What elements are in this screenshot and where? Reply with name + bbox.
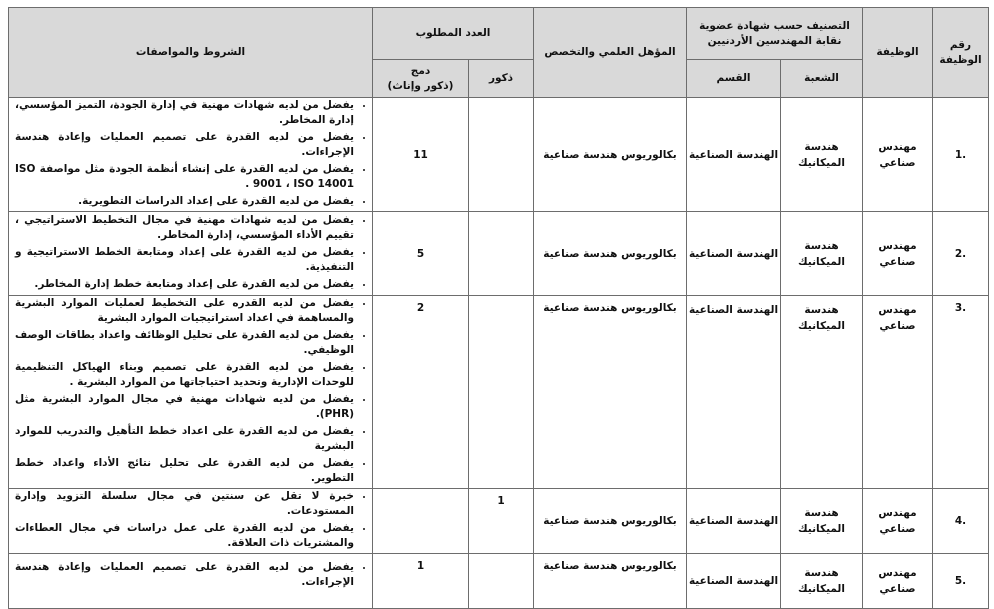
mixed-count: 5 xyxy=(373,212,469,296)
job-title: مهندس صناعي xyxy=(863,296,933,489)
males-count xyxy=(469,98,534,212)
conditions-cell xyxy=(9,554,373,609)
header-job: الوظيفة xyxy=(863,8,933,98)
conditions-cell xyxy=(9,489,373,554)
qualification-cell: بكالوريوس هندسة صناعية xyxy=(534,554,687,609)
conditions-cell xyxy=(9,296,373,489)
condition-item: • خبرة لا تقل عن سنتين في مجال سلسلة التزويد وإدارة المستودعات. xyxy=(15,489,354,519)
division-cell: هندسة الميكانيك xyxy=(781,554,863,609)
division-cell: هندسة الميكانيك xyxy=(781,212,863,296)
job-title: مهندس صناعي xyxy=(863,98,933,212)
males-count xyxy=(469,554,534,609)
condition-item: • يفضل من لديه القدرة على عمل دراسات في مجال العطاءات والمشتريات ذات العلاقة. xyxy=(15,521,354,551)
mixed-count: 11 xyxy=(373,98,469,212)
qualification-cell: بكالوريوس هندسة صناعية xyxy=(534,212,687,296)
row-number: .5 xyxy=(933,554,989,609)
condition-item: • يفضل من لديه القدرة على اعداد خطط التأهيل والتدريب للموارد البشرية xyxy=(15,424,354,454)
header-division: الشعبة xyxy=(781,60,863,98)
department-cell: الهندسة الصناعية xyxy=(687,489,781,554)
row-number: .4 xyxy=(933,489,989,554)
jobs-table xyxy=(8,7,989,609)
qualification-cell: بكالوريوس هندسة صناعية xyxy=(534,296,687,489)
division-cell: هندسة الميكانيك xyxy=(781,296,863,489)
job-title: مهندس صناعي xyxy=(863,212,933,296)
row-number: .1 xyxy=(933,98,989,212)
condition-item: • يفضل من لديه القدرة على تحليل الوظائف واعداد بطاقات الوصف الوظيفي. xyxy=(15,328,354,358)
condition-item: • يفضل من لديه القدرة على إعداد الدراسات التطويرية. xyxy=(15,194,354,209)
table-row xyxy=(9,212,989,296)
condition-item: • يفضل من لديه القدرة على تحليل نتائج الأداء واعداد خطط التطوير. xyxy=(15,456,354,486)
conditions-list xyxy=(9,560,372,590)
males-count: 1 xyxy=(469,489,534,554)
row-number: .2 xyxy=(933,212,989,296)
division-cell: هندسة الميكانيك xyxy=(781,98,863,212)
mixed-count: 1 xyxy=(373,554,469,609)
condition-item: • يفضل من لديه شهادات مهنية في مجال الموارد البشرية مثل (PHR). xyxy=(15,392,354,422)
header-males: ذكور xyxy=(469,60,534,98)
department-cell: الهندسة الصناعية xyxy=(687,554,781,609)
header-qualification: المؤهل العلمي والتخصص xyxy=(534,8,687,98)
conditions-list xyxy=(9,98,372,209)
conditions-list xyxy=(9,489,372,551)
row-number: .3 xyxy=(933,296,989,489)
header-department: القسم xyxy=(687,60,781,98)
header-required-count: العدد المطلوب xyxy=(373,8,534,60)
header-mixed: دمج (ذكور وإناث) xyxy=(373,60,469,98)
condition-item: • يفضل من لديه القدره على التخطيط لعمليات الموارد البشرية والمساهمة في اعداد استراتيجيات الموارد البشرية xyxy=(15,296,354,326)
mixed-count xyxy=(373,489,469,554)
qualification-cell: بكالوريوس هندسة صناعية xyxy=(534,98,687,212)
division-cell: هندسة الميكانيك xyxy=(781,489,863,554)
table-row xyxy=(9,554,989,609)
condition-item: • يفضل من لديه القدرة على تصميم العمليات وإعادة هندسة الإجراءات. xyxy=(15,130,354,160)
conditions-list xyxy=(9,296,372,486)
males-count xyxy=(469,296,534,489)
conditions-cell xyxy=(9,212,373,296)
qualification-cell: بكالوريوس هندسة صناعية xyxy=(534,489,687,554)
job-title: مهندس صناعي xyxy=(863,554,933,609)
table-row xyxy=(9,489,989,554)
males-count xyxy=(469,212,534,296)
table-row xyxy=(9,296,989,489)
condition-item: • يفضل من لديه القدرة على تصميم وبناء الهياكل التنظيمية للوحدات الإدارية وتحديد احتياجاتها من الموارد البشرية . xyxy=(15,360,354,390)
header-classification: التصنيف حسب شهادة عضوية نقابة المهندسين الأردنيين xyxy=(687,8,863,60)
job-title: مهندس صناعي xyxy=(863,489,933,554)
condition-item: • يفضل من لديه القدرة على إعداد ومتابعة خطط إدارة المخاطر. xyxy=(15,277,354,292)
header-conditions: الشروط والمواصفات xyxy=(9,8,373,98)
department-cell: الهندسة الصناعية xyxy=(687,98,781,212)
condition-item: • يفضل من لديه شهادات مهنية في مجال التخطيط الاستراتيجي ، تقييم الأداء المؤسسي، إدارة المخاطر. xyxy=(15,213,354,243)
department-cell: الهندسة الصناعية xyxy=(687,212,781,296)
condition-item: • يفضل من لديه القدرة على إعداد ومتابعة الخطط الاستراتيجية و التنفيذية. xyxy=(15,245,354,275)
mixed-count: 2 xyxy=(373,296,469,489)
condition-item: • يفضل من لديه القدرة على تصميم العمليات وإعادة هندسة الإجراءات. xyxy=(15,560,354,590)
header-job-no: رقم الوظيفة xyxy=(933,8,989,98)
conditions-list xyxy=(9,213,372,292)
table-row xyxy=(9,98,989,212)
condition-item: • يفضل من لديه شهادات مهنية في إدارة الجودة، التميز المؤسسي، إدارة المخاطر. xyxy=(15,98,354,128)
condition-item: • يفضل من لديه القدرة على إنشاء أنظمة الجودة مثل مواصفة ISO 9001 ، ISO 14001 . xyxy=(15,162,354,192)
conditions-cell xyxy=(9,98,373,212)
department-cell: الهندسة الصناعية xyxy=(687,296,781,489)
